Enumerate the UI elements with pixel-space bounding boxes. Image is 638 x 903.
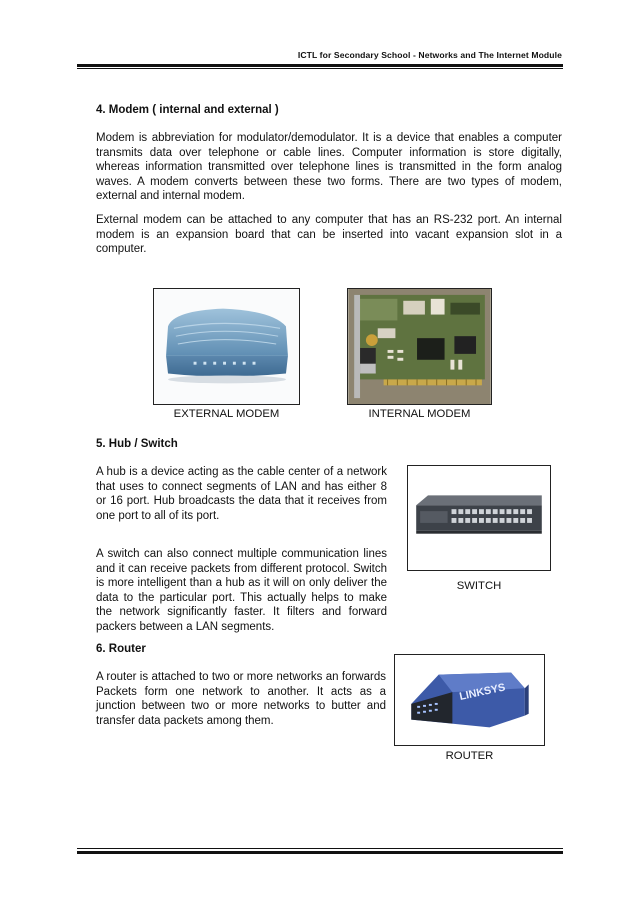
internal-modem-picture [348,289,491,404]
modem-paragraph-2: External modem can be attached to any computer that has an RS-232 port. An internal modem is an expansion board that can be inserted into vacant expansion slot in a computer. [96,214,562,256]
router-picture [395,655,544,745]
external-modem-image [153,288,300,405]
router-heading: 6. Router [96,643,146,655]
footer-rule-thin [77,848,563,849]
hub-paragraph-1: A hub is a device acting as the cable center of a network that uses to connect segments of LAN and has either 8 or 16 port. Hub broadcasts the data that it receives from one port to all of its port. [96,466,387,522]
internal-modem-caption: INTERNAL MODEM [368,408,471,420]
running-header: ICTL for Secondary School - Networks and The Internet Module [297,50,562,60]
internal-modem-image [347,288,492,405]
modem-paragraph-1: Modem is abbreviation for modulator/demodulator. It is a device that enables a computer transmits data over telephone or cable lines. Computer information is store digitally, whereas information transmitted over telephone lines is transmitted in the form analog waves. A modem converts between these two forms. There are two types of modem, external and internal modem. [96,132,562,203]
switch-image [407,465,551,571]
hub-heading: 5. Hub / Switch [96,438,178,450]
modem-heading: 4. Modem ( internal and external ) [96,104,279,116]
switch-caption: SWITCH [456,580,502,592]
switch-picture [408,466,550,570]
router-caption: ROUTER [445,750,494,762]
footer-rule-thick [77,851,563,854]
header-rule-thin [77,68,563,69]
external-modem-picture [154,289,299,404]
router-brand-logo: LINKSYS [458,681,507,703]
router-paragraph-1: A router is attached to two or more networks an forwards Packets form one network to another. It acts as a junction between two or more networks to butter and transfer data packets among them. [96,671,386,727]
header-rule-thick [77,64,563,67]
router-image [394,654,545,746]
hub-paragraph-2: A switch can also connect multiple communication lines and it can receive packets from different protocol. Switch is more intelligent than a hub as it will on only deliver the data to the particular port. This actually helps to make the network significantly faster. It filters and forward packers between a LAN segments. [96,548,387,633]
external-modem-caption: EXTERNAL MODEM [173,408,280,420]
